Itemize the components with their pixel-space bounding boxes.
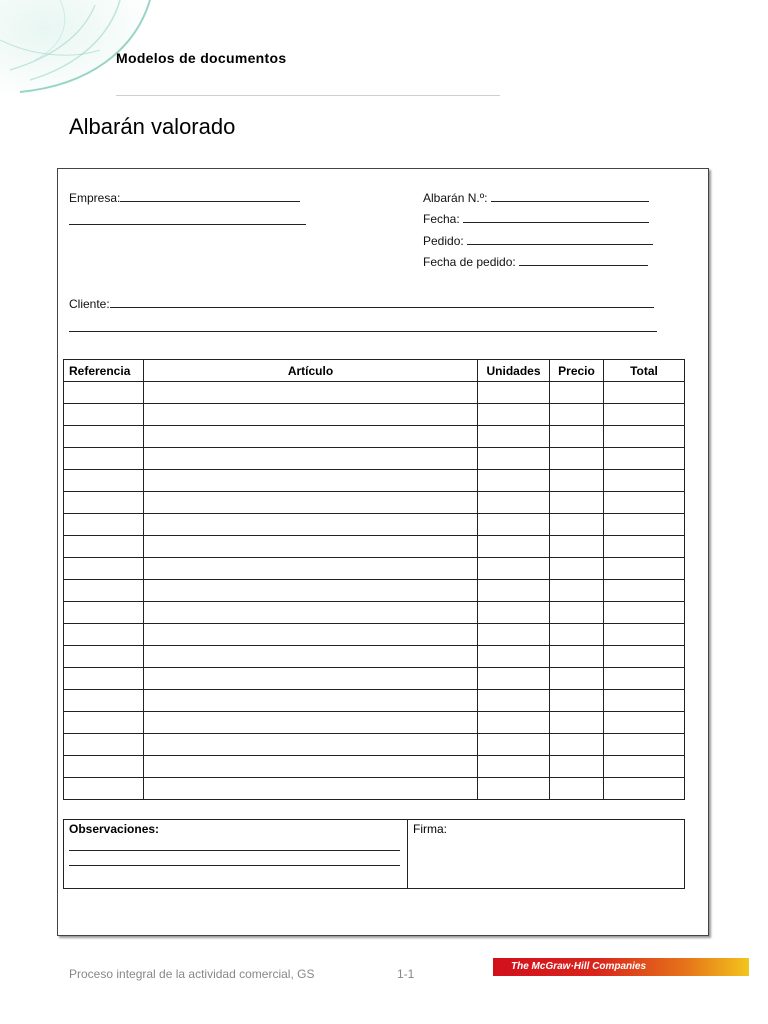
cell-precio[interactable]: [550, 492, 604, 514]
cell-articulo[interactable]: [144, 712, 478, 734]
table-row: [64, 624, 685, 646]
page-title: Albarán valorado: [69, 114, 236, 139]
cell-precio[interactable]: [550, 580, 604, 602]
cell-total[interactable]: [604, 646, 685, 668]
pedido-label: Pedido:: [423, 234, 464, 248]
empresa-line: [120, 190, 300, 202]
table-row: [64, 712, 685, 734]
cell-unidades[interactable]: [478, 690, 550, 712]
cell-precio[interactable]: [550, 712, 604, 734]
cell-unidades[interactable]: [478, 778, 550, 800]
cell-articulo[interactable]: [144, 470, 478, 492]
cell-total[interactable]: [604, 580, 685, 602]
cell-unidades[interactable]: [478, 404, 550, 426]
cell-articulo[interactable]: [144, 426, 478, 448]
cell-total[interactable]: [604, 624, 685, 646]
cell-unidades[interactable]: [478, 448, 550, 470]
cell-referencia[interactable]: [64, 668, 144, 690]
cell-referencia[interactable]: [64, 558, 144, 580]
table-row: [64, 426, 685, 448]
table-row: [64, 602, 685, 624]
table-row: [64, 448, 685, 470]
albaran-number-field[interactable]: [423, 190, 649, 205]
cell-total[interactable]: [604, 426, 685, 448]
col-header-referencia: Referencia: [64, 360, 144, 382]
cell-articulo[interactable]: [144, 404, 478, 426]
cell-articulo[interactable]: [144, 602, 478, 624]
cell-referencia[interactable]: [64, 778, 144, 800]
fecha-field[interactable]: [423, 211, 649, 226]
section-header: Modelos de documentos: [116, 50, 287, 66]
cell-articulo[interactable]: [144, 514, 478, 536]
cell-total[interactable]: [604, 734, 685, 756]
cell-total[interactable]: [604, 558, 685, 580]
cell-articulo[interactable]: [144, 448, 478, 470]
cell-articulo[interactable]: [144, 690, 478, 712]
table-row: [64, 734, 685, 756]
cell-total[interactable]: [604, 536, 685, 558]
albaran-label: Albarán N.º:: [423, 191, 488, 205]
cell-precio[interactable]: [550, 624, 604, 646]
cell-referencia[interactable]: [64, 492, 144, 514]
cell-total[interactable]: [604, 448, 685, 470]
cell-articulo[interactable]: [144, 668, 478, 690]
cell-total[interactable]: [604, 602, 685, 624]
cliente-line-2[interactable]: [69, 320, 657, 335]
items-table: [63, 359, 685, 800]
cell-unidades[interactable]: [478, 558, 550, 580]
cell-referencia[interactable]: [64, 382, 144, 404]
footer-page-number: 1-1: [397, 967, 415, 981]
table-row: [64, 580, 685, 602]
cell-unidades[interactable]: [478, 712, 550, 734]
cell-unidades[interactable]: [478, 514, 550, 536]
table-row: [64, 690, 685, 712]
cell-precio[interactable]: [550, 382, 604, 404]
cell-precio[interactable]: [550, 668, 604, 690]
table-row: [64, 646, 685, 668]
table-row: [64, 558, 685, 580]
cell-unidades[interactable]: [478, 646, 550, 668]
cell-referencia[interactable]: [64, 756, 144, 778]
cell-referencia[interactable]: [64, 690, 144, 712]
cell-referencia[interactable]: [64, 734, 144, 756]
cell-articulo[interactable]: [144, 492, 478, 514]
fecha-pedido-field[interactable]: [423, 254, 648, 269]
cell-precio[interactable]: [550, 470, 604, 492]
cell-precio[interactable]: [550, 404, 604, 426]
items-table-body: [64, 382, 685, 800]
cell-referencia[interactable]: [64, 646, 144, 668]
cell-precio[interactable]: [550, 646, 604, 668]
table-header-row: [64, 360, 685, 382]
cell-unidades[interactable]: [478, 624, 550, 646]
table-row: [64, 492, 685, 514]
cell-unidades[interactable]: [478, 756, 550, 778]
cell-precio[interactable]: [550, 448, 604, 470]
cell-total[interactable]: [604, 778, 685, 800]
observaciones-line: [69, 836, 400, 851]
cell-articulo[interactable]: [144, 756, 478, 778]
cell-articulo[interactable]: [144, 382, 478, 404]
cell-total[interactable]: [604, 382, 685, 404]
cell-total[interactable]: [604, 492, 685, 514]
cell-unidades[interactable]: [478, 536, 550, 558]
cell-total[interactable]: [604, 756, 685, 778]
cell-precio[interactable]: [550, 778, 604, 800]
cliente-field[interactable]: [69, 296, 654, 311]
cell-articulo[interactable]: [144, 646, 478, 668]
cell-referencia[interactable]: [64, 426, 144, 448]
cell-referencia[interactable]: [64, 536, 144, 558]
table-row: [64, 514, 685, 536]
cell-unidades[interactable]: [478, 426, 550, 448]
cell-total[interactable]: [604, 668, 685, 690]
cell-precio[interactable]: [550, 426, 604, 448]
cell-referencia[interactable]: [64, 470, 144, 492]
cell-precio[interactable]: [550, 536, 604, 558]
cell-precio[interactable]: [550, 558, 604, 580]
observaciones-line: [69, 851, 400, 866]
empresa-label: Empresa:: [69, 191, 121, 205]
observaciones-label: Observaciones:: [69, 822, 160, 836]
table-row: [64, 404, 685, 426]
observaciones-cell[interactable]: [64, 820, 408, 889]
footer-course-text: Proceso integral de la actividad comercial, GS: [69, 967, 315, 981]
cell-total[interactable]: [604, 514, 685, 536]
cell-unidades[interactable]: [478, 580, 550, 602]
cell-articulo[interactable]: [144, 558, 478, 580]
table-row: [64, 536, 685, 558]
col-header-precio: Precio: [550, 360, 604, 382]
cell-precio[interactable]: [550, 602, 604, 624]
col-header-unidades: Unidades: [478, 360, 550, 382]
empresa-line-2[interactable]: [69, 213, 306, 228]
cell-total[interactable]: [604, 712, 685, 734]
firma-label: Firma:: [413, 822, 447, 836]
pedido-field[interactable]: [423, 233, 653, 248]
cell-precio[interactable]: [550, 756, 604, 778]
cell-precio[interactable]: [550, 690, 604, 712]
cell-referencia[interactable]: [64, 448, 144, 470]
cell-referencia[interactable]: [64, 514, 144, 536]
table-row: [64, 778, 685, 800]
cell-unidades[interactable]: [478, 382, 550, 404]
cell-articulo[interactable]: [144, 624, 478, 646]
cell-precio[interactable]: [550, 734, 604, 756]
cell-referencia[interactable]: [64, 602, 144, 624]
header-divider: [116, 95, 500, 96]
cell-precio[interactable]: [550, 514, 604, 536]
empresa-field[interactable]: [69, 190, 300, 205]
cell-referencia[interactable]: [64, 580, 144, 602]
cell-unidades[interactable]: [478, 734, 550, 756]
cell-referencia[interactable]: [64, 624, 144, 646]
fecha-pedido-label: Fecha de pedido:: [423, 255, 516, 269]
cell-unidades[interactable]: [478, 470, 550, 492]
cell-unidades[interactable]: [478, 668, 550, 690]
cell-total[interactable]: [604, 404, 685, 426]
table-row: [64, 470, 685, 492]
table-row: [64, 382, 685, 404]
cell-articulo[interactable]: [144, 580, 478, 602]
cell-unidades[interactable]: [478, 492, 550, 514]
mcgraw-hill-logo: The McGraw·Hill Companies: [493, 958, 749, 976]
table-row: [64, 668, 685, 690]
notes-table: [63, 819, 685, 889]
cell-referencia[interactable]: [64, 404, 144, 426]
cell-articulo[interactable]: [144, 536, 478, 558]
cell-articulo[interactable]: [144, 778, 478, 800]
cell-referencia[interactable]: [64, 712, 144, 734]
cliente-label: Cliente:: [69, 297, 110, 311]
col-header-articulo: Artículo: [144, 360, 478, 382]
cell-total[interactable]: [604, 470, 685, 492]
cell-articulo[interactable]: [144, 734, 478, 756]
fecha-label: Fecha:: [423, 212, 460, 226]
cell-total[interactable]: [604, 690, 685, 712]
cell-unidades[interactable]: [478, 602, 550, 624]
table-row: [64, 756, 685, 778]
col-header-total: Total: [604, 360, 685, 382]
firma-cell[interactable]: [408, 820, 685, 889]
